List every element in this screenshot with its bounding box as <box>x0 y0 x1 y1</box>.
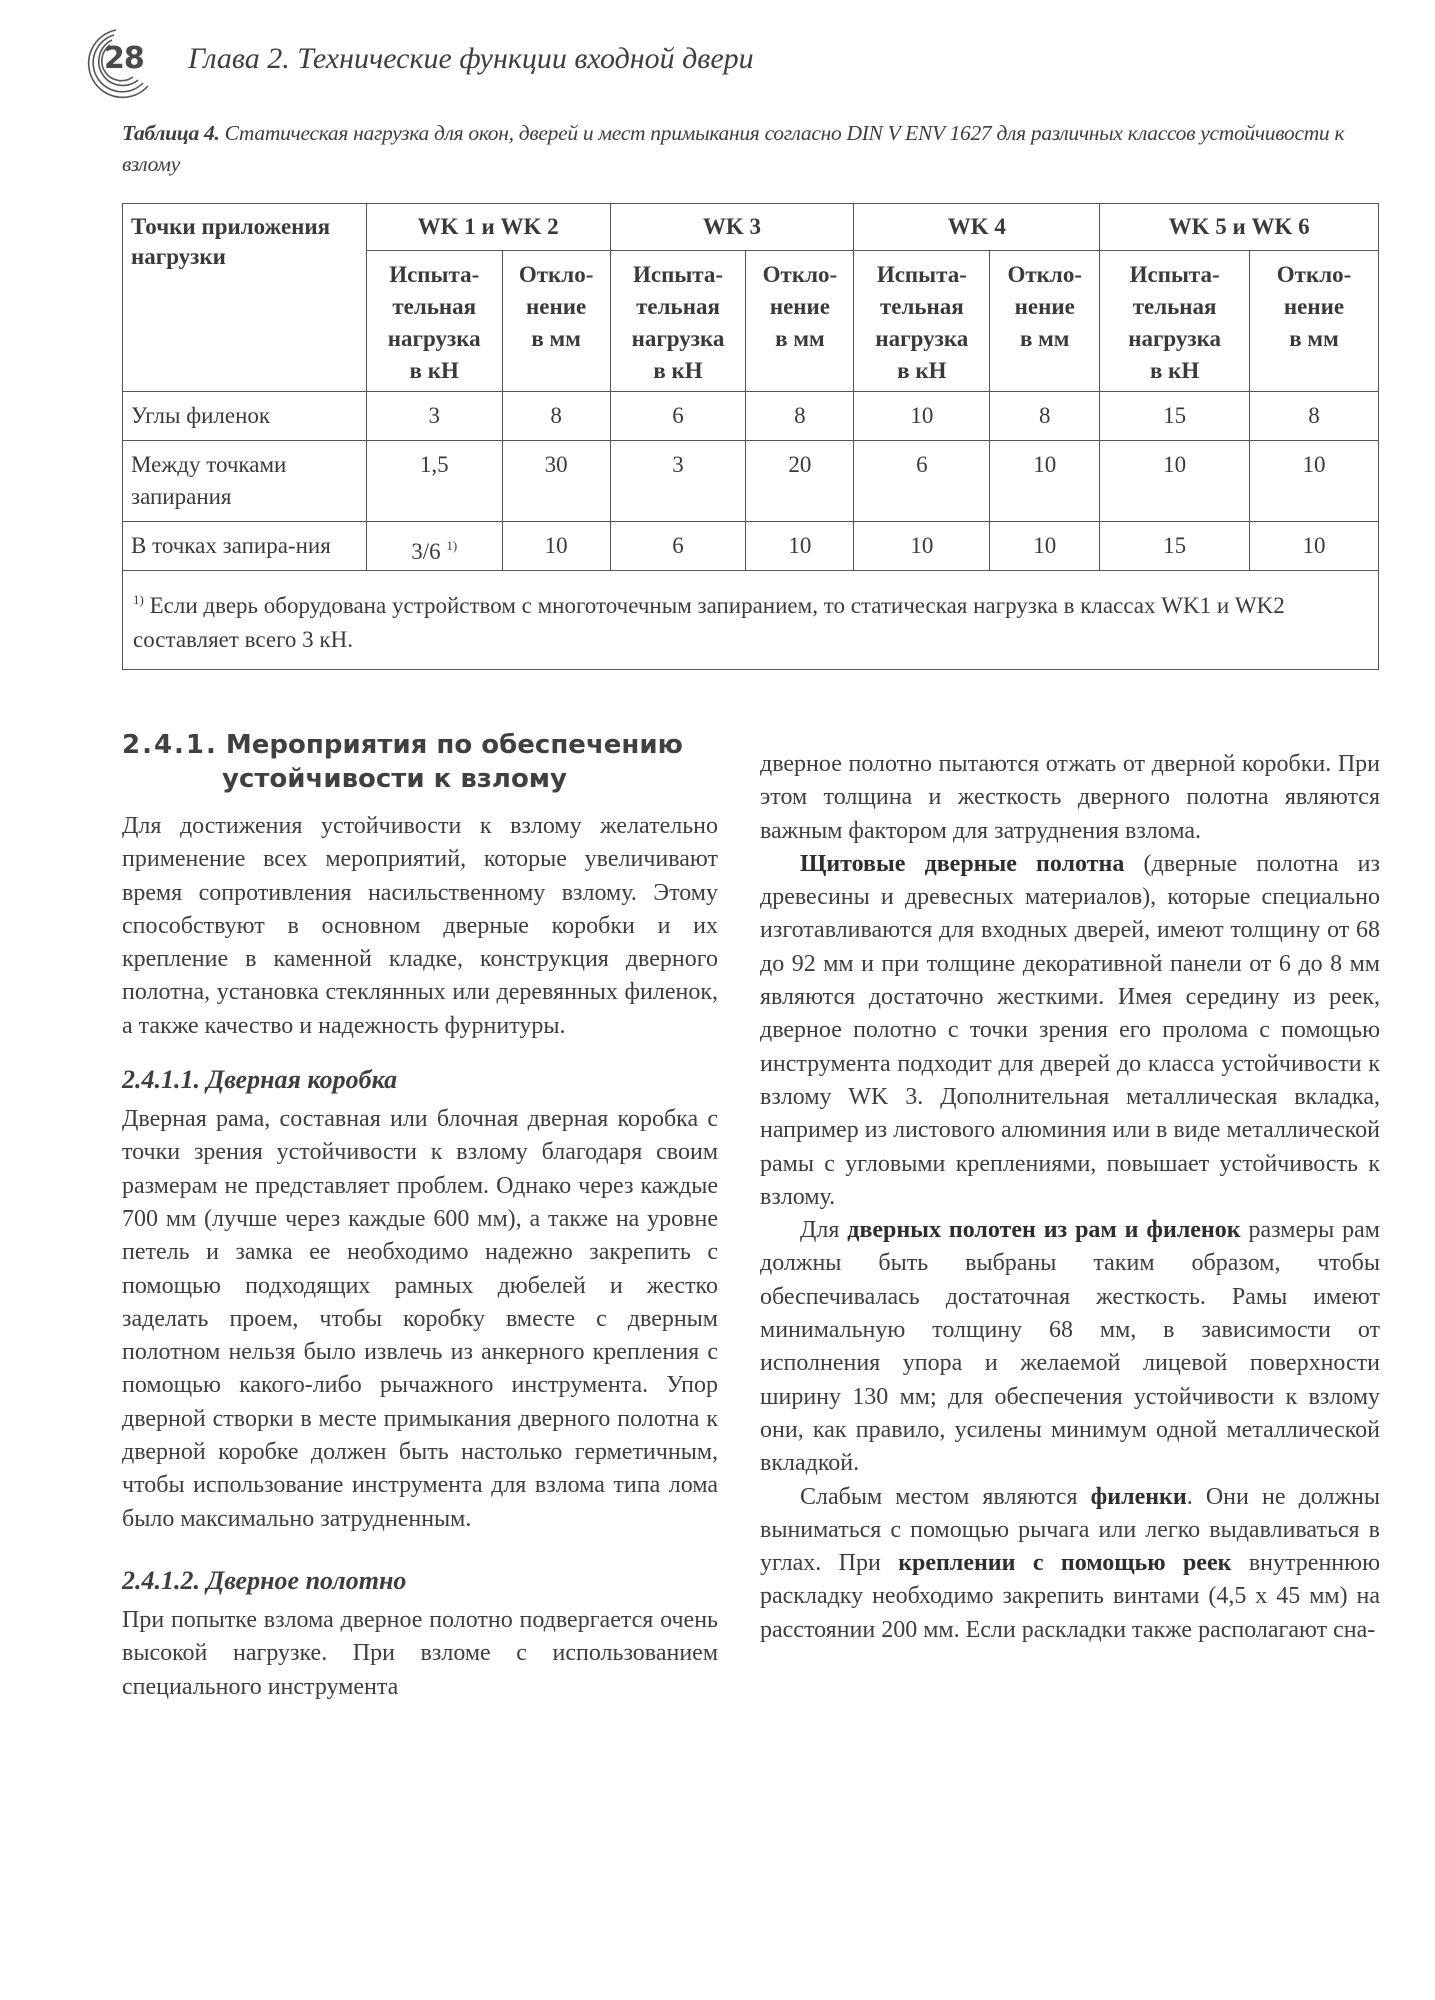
row-label: Углы филенок <box>123 392 367 441</box>
table-caption-text: Статическая нагрузка для окон, дверей и мест примыкания согласно DIN V ENV 1627 для различных классов устойчивости к взлому <box>122 121 1345 176</box>
deflection-header: Откло- нение в мм <box>990 251 1100 392</box>
cell-value: 10 <box>1033 452 1057 477</box>
table-cell <box>1100 392 1250 441</box>
subsection-heading: 2.4.1.2. Дверное полотно <box>122 1565 407 1595</box>
paragraph <box>760 1481 1380 1647</box>
table-cell <box>610 522 746 571</box>
paragraph-text: Для <box>800 1217 848 1244</box>
test-load-header: Испыта- тельная нагрузка в кН <box>366 251 502 392</box>
table-row <box>123 522 1379 571</box>
table-cell <box>1250 441 1379 522</box>
table-cell <box>1250 392 1379 441</box>
footnote-marker: 1) <box>446 538 458 553</box>
bold-term: дверных полотен из рам и филенок <box>847 1217 1241 1244</box>
table-cell <box>990 522 1100 571</box>
paragraph <box>760 1214 1380 1480</box>
cell-value: 6 <box>672 403 684 428</box>
cell-value: 20 <box>788 452 812 477</box>
cell-value: 3 <box>672 452 684 477</box>
cell-value: 10 <box>1302 533 1326 558</box>
cell-value: 6 <box>672 533 684 558</box>
table-cell <box>746 392 854 441</box>
paragraph-text: внутреннюю раскладку необходимо закрепить винтами (4,5 x 45 мм) на расстоянии 200 мм. Если раскладки также располагают сна- <box>760 1550 1380 1643</box>
cell-value: 10 <box>910 533 934 558</box>
cell-value: 6 <box>916 452 928 477</box>
table-cell <box>746 522 854 571</box>
right-column <box>760 748 1380 1647</box>
table-cell <box>746 441 854 522</box>
table-cell <box>990 392 1100 441</box>
table-row <box>123 392 1379 441</box>
page-number: 28 <box>104 41 144 76</box>
paragraph-text: Слабым местом являются <box>800 1483 1091 1510</box>
page-header <box>70 26 970 106</box>
cell-value: 10 <box>1302 452 1326 477</box>
cell-value: 8 <box>794 403 806 428</box>
table-cell <box>366 392 502 441</box>
table-caption-label: Таблица 4. <box>122 121 220 145</box>
subsection-text: Дверная рама, составная или блочная дверная коробка с точки зрения устойчивости к взлому благодаря своим размерам не представляет проблем. Однако через каждые 700 мм (лучше через каждые 600 мм), а также на уровне петель и замка ее необходимо надежно закрепить с помощью подходящих рамных дюбелей и жестко заделать проем, чтобы коробку вместе с дверным полотном нельзя было извлечь из анкерного крепления с помощью какого-либо рычажного инструмента. Упор дверной створки в месте примыкания дверного полотна к дверной коробке должен быть настолько герметичным, чтобы использование инструмента для взлома типа лома было максимально затрудненным. <box>122 1106 718 1532</box>
cell-value: 3 <box>428 403 440 428</box>
table-cell <box>502 441 610 522</box>
load-table <box>122 203 1379 670</box>
table-cell <box>854 522 990 571</box>
cell-value: 30 <box>544 452 568 477</box>
table-cell <box>502 392 610 441</box>
table-cell <box>854 441 990 522</box>
table-cell <box>1100 441 1250 522</box>
table-cell <box>1250 522 1379 571</box>
section-number: 2.4.1. <box>122 730 218 760</box>
paragraph-text: . Они не должны выниматься с помощью рычага или легко выдавливаться в углах. При <box>760 1483 1381 1577</box>
row-label: В точках запира-ния <box>123 522 367 571</box>
row-header: Точки приложения нагрузки <box>123 204 367 392</box>
table-cell <box>366 522 502 571</box>
cell-value: 10 <box>1033 533 1057 558</box>
table-cell <box>610 441 746 522</box>
table-row <box>123 441 1379 522</box>
cell-value: 10 <box>910 403 934 428</box>
section-title-line2: устойчивости к взлому <box>222 764 568 794</box>
table-cell <box>502 522 610 571</box>
paragraph: дверное полотно пытаются отжать от дверной коробки. При этом толщина и жесткость дверного полотна являются важным фактором для затруднения взлома. <box>760 751 1380 844</box>
cell-value: 10 <box>1163 452 1187 477</box>
cell-value: 3/6 <box>411 539 441 564</box>
section-intro: Для достижения устойчивости к взлому желательно применение всех мероприятий, которые увеличивают время сопротивления насильственному взлому. Этому способствуют в основном дверные коробки и их крепление в каменной кладке, конструкция дверного полотна, установка стеклянных или деревянных филенок, а также качество и надежность фурнитуры. <box>122 813 718 1039</box>
chapter-title: Глава 2. Технические функции входной двери <box>188 42 754 75</box>
table-cell <box>366 441 502 522</box>
cell-value: 15 <box>1163 533 1187 558</box>
cell-value: 8 <box>1038 403 1051 428</box>
footnote-text: Если дверь оборудована устройством с многоточечным запиранием, то статическая нагрузка в классах WK1 и WK2 составляет всего 3 кН. <box>133 593 1285 652</box>
group-header: WK 1 и WK 2 <box>366 204 610 251</box>
cell-value: 10 <box>788 533 812 558</box>
cell-value: 15 <box>1163 403 1187 428</box>
paragraph-text: (дверные полотна из древесины и древесных материалов), которые специально изготавливаются для входных дверей, имеют толщину от 68 до 92 мм и при толщине декоративной панели от 6 до 8 мм являются достаточно жесткими. Имея середину из реек, дверное полотно с точки зрения его пролома с помощью инструмента подходит для дверей до класса устойчивости к взлому WK 3. Дополнительная металлическая вкладка, например из листового алюминия или в виде металлической рамы с угловыми креплениями, повышает устойчивость к взлому. <box>760 850 1380 1210</box>
paragraph <box>760 848 1380 1214</box>
section-heading <box>122 728 718 796</box>
cell-value: 10 <box>544 533 568 558</box>
deflection-header: Откло- нение в мм <box>502 251 610 392</box>
footnote-marker: 1) <box>133 592 144 607</box>
row-label: Между точками запирания <box>123 441 367 522</box>
group-header: WK 4 <box>854 204 1100 251</box>
table-cell <box>854 392 990 441</box>
deflection-header: Откло- нение в мм <box>1250 251 1379 392</box>
bold-term: креплении с помощью реек <box>898 1550 1232 1577</box>
bold-term: Щитовые дверные полотна <box>800 850 1125 877</box>
cell-value: 1,5 <box>419 452 449 477</box>
test-load-header: Испыта- тельная нагрузка в кН <box>610 251 746 392</box>
cell-value: 8 <box>1308 403 1320 428</box>
table-cell <box>1100 522 1250 571</box>
table-cell <box>610 392 746 441</box>
table-footnote <box>123 571 1379 670</box>
group-header: WK 5 и WK 6 <box>1100 204 1379 251</box>
table-cell <box>990 441 1100 522</box>
deflection-header: Откло- нение в мм <box>746 251 854 392</box>
subsection-heading: 2.4.1.1. Дверная коробка <box>122 1065 398 1095</box>
table-caption <box>122 118 1382 180</box>
subsection-text: При попытке взлома дверное полотно подвергается очень высокой нагрузке. При взломе с использованием специального инструмента <box>122 1606 718 1700</box>
cell-value: 8 <box>550 403 562 428</box>
bold-term: филенки <box>1090 1483 1187 1510</box>
left-column <box>122 728 718 1704</box>
group-header: WK 3 <box>610 204 854 251</box>
test-load-header: Испыта- тельная нагрузка в кН <box>854 251 990 392</box>
paragraph-text: размеры рам должны быть выбраны таким образом, чтобы обеспечивалась достаточная жесткость. Рамы имеют минимальную толщину 68 мм, в зависимости от исполнения упора и желаемой лицевой поверхности ширину 130 мм; для обеспечения устойчивости к взлому они, как правило, усилены минимум одной металлической вкладкой. <box>760 1217 1380 1477</box>
section-title-line1: Мероприятия по обеспечению <box>225 730 683 760</box>
test-load-header: Испыта- тельная нагрузка в кН <box>1100 251 1250 392</box>
